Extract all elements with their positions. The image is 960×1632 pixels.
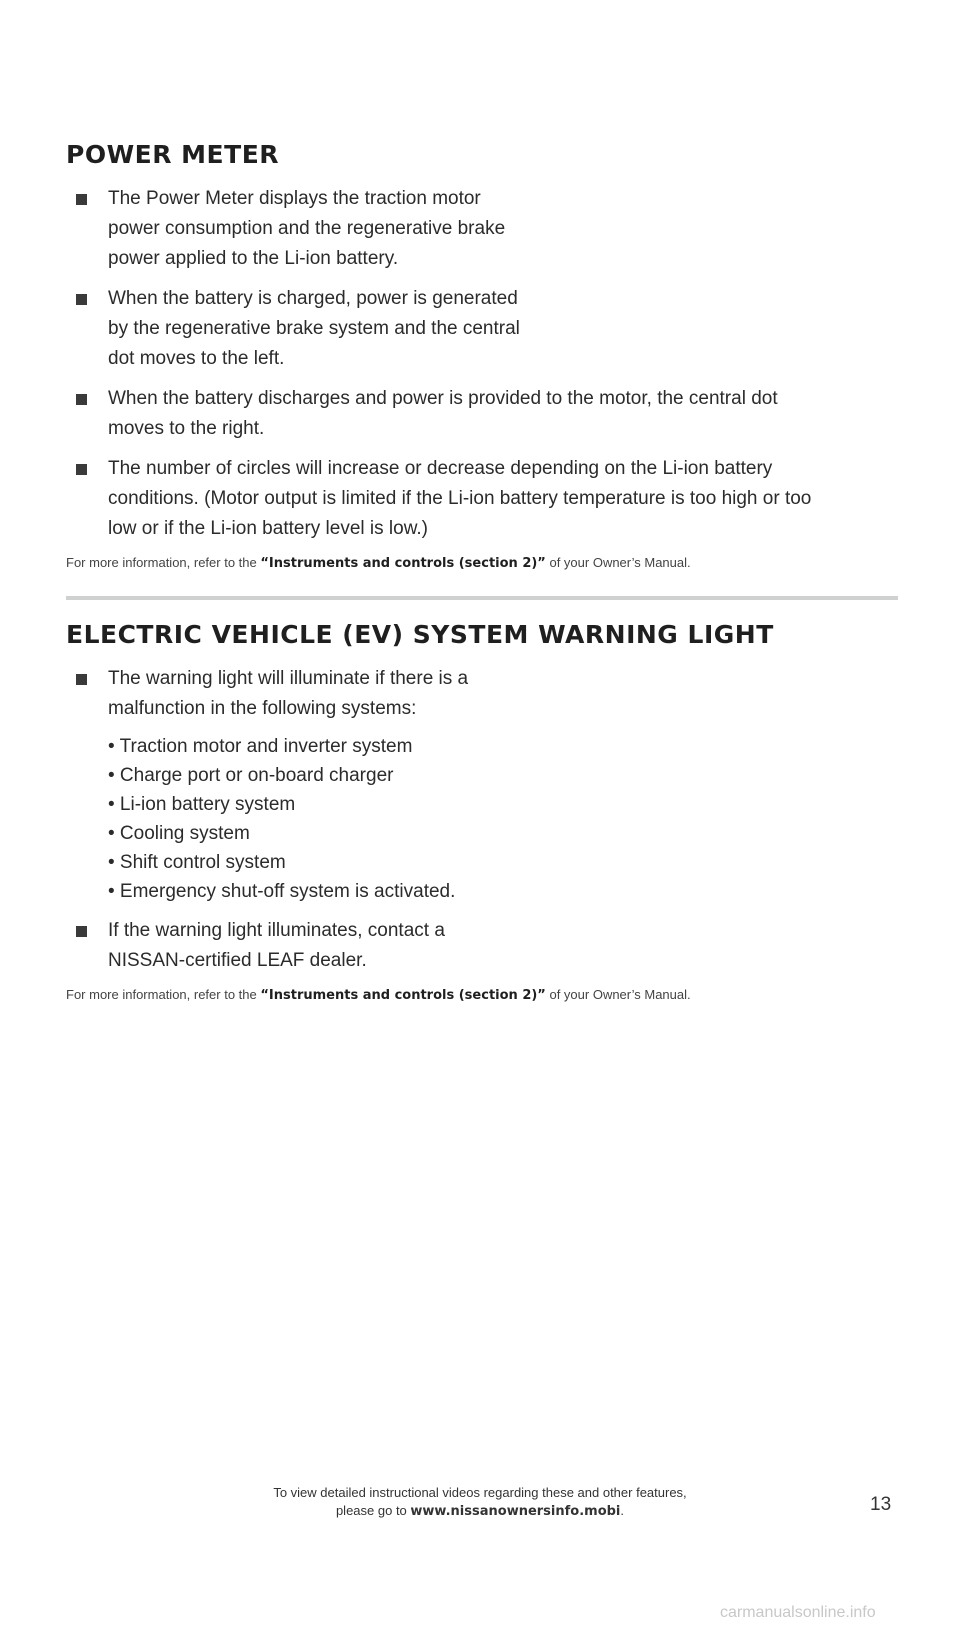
footer-line-2: please go to www.nissanownersinfo.mobi.: [335, 1503, 625, 1519]
ev-warning-heading: ELECTRIC VEHICLE (EV) SYSTEM WARNING LIGHT: [66, 620, 774, 649]
list-item: The Power Meter displays the traction motor power consumption and the regenerative brake power applied to the Li-ion battery.: [66, 184, 896, 274]
manual-section-reference: “Instruments and controls (section 2)”: [260, 988, 546, 1003]
square-bullet-icon: [76, 394, 87, 405]
square-bullet-icon: [76, 194, 87, 205]
square-bullet-icon: [76, 294, 87, 305]
manual-reference-note: For more information, refer to the “Instruments and controls (section 2)” of your Owner’s Manual.: [66, 987, 691, 1003]
system-item: • Charge port or on-board charger: [108, 765, 394, 786]
ev-warning-bullets: [66, 664, 896, 976]
square-bullet-icon: [76, 464, 87, 475]
page-number: 13: [870, 1494, 892, 1515]
system-item: • Cooling system: [108, 823, 250, 844]
owners-info-link[interactable]: www.nissanownersinfo.mobi: [410, 1504, 621, 1519]
affected-systems-list: [108, 732, 896, 906]
power-meter-section: [66, 140, 896, 573]
system-item: • Emergency shut-off system is activated.: [108, 881, 456, 902]
list-item: When the battery is charged, power is generated by the regenerative brake system and the central dot moves to the left.: [66, 284, 896, 374]
list-item: The number of circles will increase or decrease depending on the Li-ion battery conditions. (Motor output is limited if the Li-ion battery temperature is too high or too low or if the Li-ion battery level is low.): [66, 454, 896, 544]
square-bullet-icon: [76, 926, 87, 937]
power-meter-heading: POWER METER: [66, 140, 280, 169]
list-item: When the battery discharges and power is provided to the motor, the central dot moves to the right.: [66, 384, 896, 444]
footer-line-1: To view detailed instructional videos regarding these and other features,: [273, 1485, 687, 1500]
section-divider: [66, 596, 898, 600]
square-bullet-icon: [76, 674, 87, 685]
watermark: carmanualsonline.info: [720, 1604, 876, 1621]
ev-warning-section: [66, 620, 896, 1005]
manual-reference-note: For more information, refer to the “Instruments and controls (section 2)” of your Owner’s Manual.: [66, 555, 691, 571]
manual-section-reference: “Instruments and controls (section 2)”: [260, 556, 546, 571]
system-item: • Traction motor and inverter system: [108, 736, 413, 757]
list-item: The warning light will illuminate if there is a malfunction in the following systems: • Traction motor and inverter system • Charge port or on-board charger • Li-ion battery system • Cooling system • Shift control system • Emergency shut-off system is activated.: [66, 664, 896, 906]
system-item: • Li-ion battery system: [108, 794, 296, 815]
system-item: • Shift control system: [108, 852, 286, 873]
power-meter-bullets: [66, 184, 896, 544]
page-footer: [0, 1484, 960, 1521]
list-item: If the warning light illuminates, contact a NISSAN-certified LEAF dealer.: [66, 916, 896, 976]
